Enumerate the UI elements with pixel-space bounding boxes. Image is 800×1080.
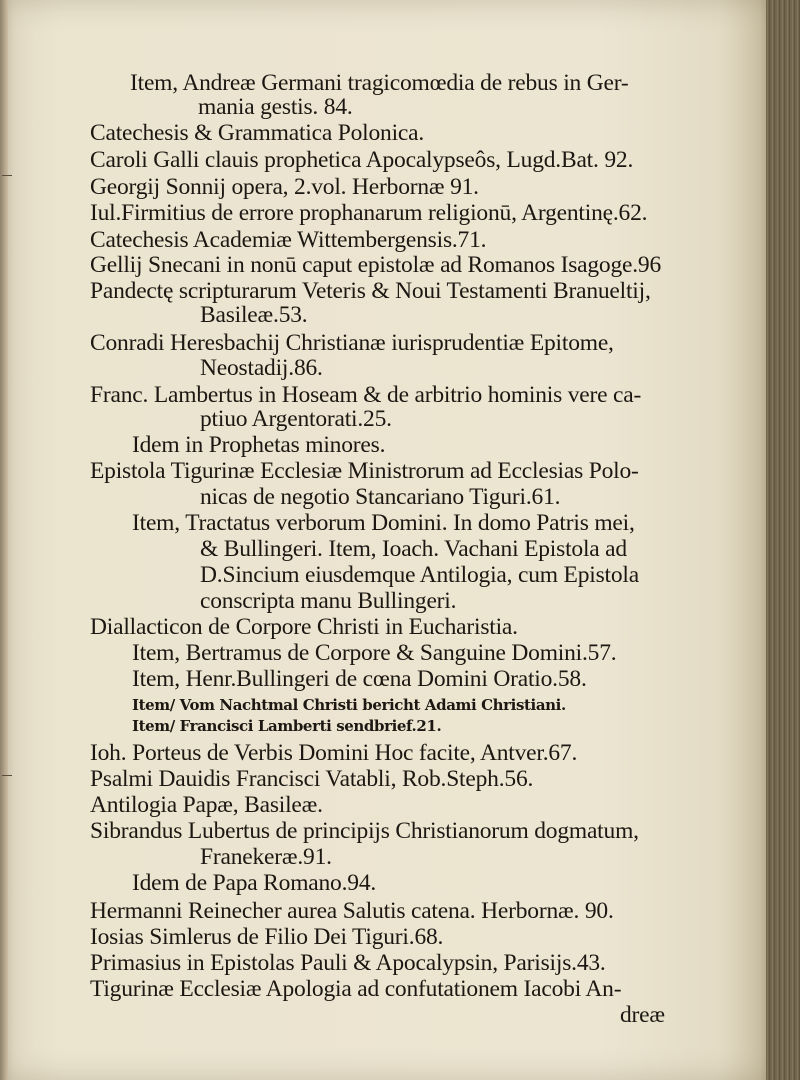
catalog-line: Iosias Simlerus de Filio Dei Tiguri.68. [90,924,444,950]
catalog-line: Psalmi Dauidis Francisci Vatabli, Rob.Steph.56. [90,766,534,792]
catalog-line: Item, Andreæ Germani tragicomœdia de rebus in Ger- [130,70,629,96]
catalog-line: Item, Tractatus verborum Domini. In domo Patris mei, [132,510,635,536]
catalog-line: Antilogia Papæ, Basileæ. [90,792,323,818]
gutter-edge [0,0,8,1080]
catalog-line: Item, Bertramus de Corpore & Sanguine Domini.57. [132,640,617,666]
catalog-line: Conradi Heresbachij Christianæ iurisprudentiæ Epitome, [90,330,614,356]
catalog-line: Tigurinæ Ecclesiæ Apologia ad confutationem Iacobi An- [90,976,622,1002]
catalog-line: Idem in Prophetas minores. [132,432,386,458]
catalog-line: Epistola Tigurinæ Ecclesiæ Ministrorum ad Ecclesias Polo- [90,458,639,484]
catalog-line-blackletter: Item/ Vom Nachtmal Christi bericht Adami Christiani. [132,696,566,714]
catalog-line: Sibrandus Lubertus de principijs Christianorum dogmatum, [90,818,639,844]
catalog-line: Franc. Lambertus in Hoseam & de arbitrio hominis vere ca- [90,382,642,408]
catalog-line: Catechesis & Grammatica Polonica. [90,120,425,146]
catalog-line: Iul.Firmitius de errore prophanarum religionū, Argentinę.62. [90,200,648,226]
margin-mark [2,775,12,776]
catalog-line: Idem de Papa Romano.94. [132,870,377,896]
catalog-line: Caroli Galli clauis prophetica Apocalypseôs, Lugd.Bat. 92. [90,147,634,173]
catalog-line: mania gestis. 84. [198,94,353,120]
catalog-line: Pandectę scripturarum Veteris & Noui Testamenti Branueltij, [90,278,651,304]
catalog-line: Gellij Snecani in nonū caput epistolæ ad Romanos Isagoge.96 [90,252,662,278]
catalog-line: Primasius in Epistolas Pauli & Apocalypsin, Parisijs.43. [90,950,606,976]
catalog-line: & Bullingeri. Item, Ioach. Vachani Epistola ad [200,536,627,562]
catalog-line: nicas de negotio Stancariano Tiguri.61. [200,484,561,510]
catchword: dreæ [620,1002,665,1028]
catalog-line: Neostadij.86. [200,355,323,381]
catalog-line: Basileæ.53. [200,302,308,328]
catalog-line: Ioh. Porteus de Verbis Domini Hoc facite, Antver.67. [90,740,578,766]
catalog-line: D.Sincium eiusdemque Antilogia, cum Epistola [200,562,639,588]
catalog-line: Item, Henr.Bullingeri de cœna Domini Oratio.58. [132,666,587,692]
catalog-line: Georgij Sonnij opera, 2.vol. Herbornæ 91. [90,174,479,200]
page-stack-edge [766,0,800,1080]
margin-mark [2,175,12,176]
catalog-line: Catechesis Academiæ Wittembergensis.71. [90,227,487,253]
catalog-line: Franekeræ.91. [200,844,332,870]
catalog-line: Diallacticon de Corpore Christi in Eucharistia. [90,614,518,640]
catalog-line-blackletter: Item/ Francisci Lamberti sendbrief.21. [132,717,442,735]
catalog-line: ptiuo Argentorati.25. [200,406,392,432]
catalog-line: conscripta manu Bullingeri. [200,588,457,614]
catalog-line: Hermanni Reinecher aurea Salutis catena. Herbornæ. 90. [90,898,614,924]
